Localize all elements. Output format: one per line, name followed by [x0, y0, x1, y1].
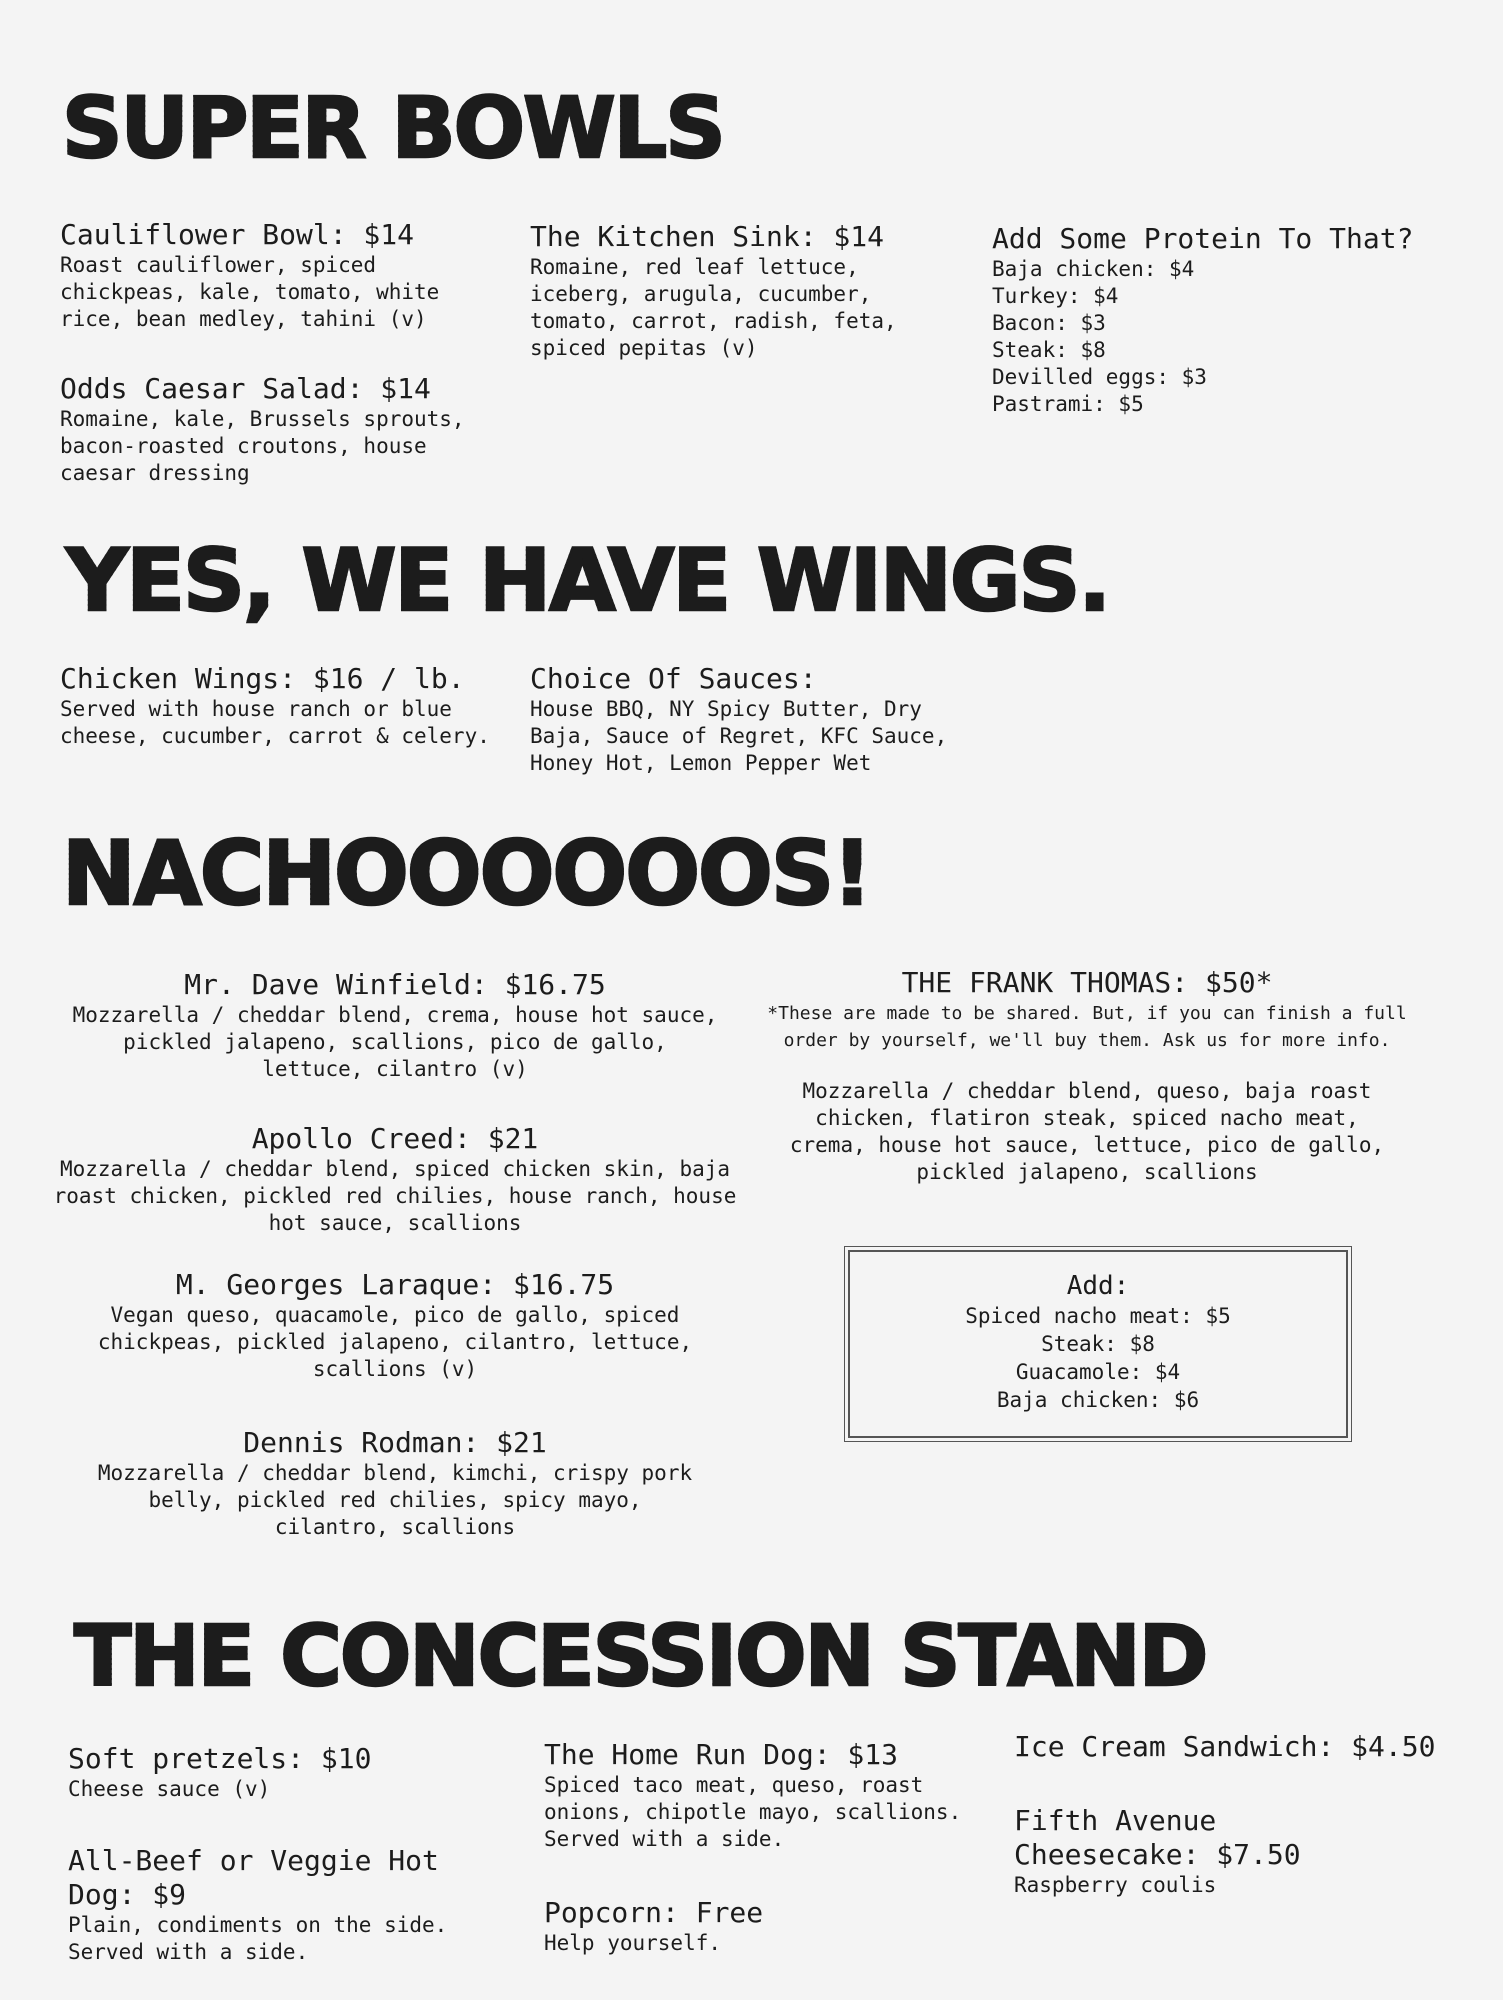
item-name: Choice Of Sauces: — [530, 662, 817, 695]
item-name: Ice Cream Sandwich: $4.50 — [1014, 1730, 1436, 1763]
item-name: Odds Caesar Salad: $14 — [60, 372, 431, 405]
addon-option: Spiced nacho meat: $5 — [965, 1304, 1231, 1328]
item-description: Roast cauliflower, spiced chickpeas, kale, tomato, white rice, bean medley, tahini (v) — [60, 253, 440, 331]
item-description: Plain, condiments on the side. Served with a side. — [68, 1913, 448, 1964]
protein-option: Turkey: $4 — [992, 284, 1119, 308]
item-name: M. Georges Laraque: $16.75 — [175, 1268, 615, 1301]
protein-option: Devilled eggs: $3 — [992, 365, 1207, 389]
item-description: Mozzarella / cheddar blend, crema, house hot sauce, pickled jalapeno, scallions, pico de gallo, lettuce, cilantro (v) — [72, 1003, 718, 1081]
item-name: Apollo Creed: $21 — [251, 1122, 539, 1155]
nachos-heading: NACHOOOOOOS! — [62, 822, 871, 925]
item-name: Fifth Avenue Cheesecake: $7.50 — [1014, 1804, 1301, 1871]
menu-item-odds-caesar-salad — [60, 372, 480, 487]
menu-item-soft-pretzels — [68, 1742, 488, 1803]
item-name: Cauliflower Bowl: $14 — [60, 218, 415, 251]
menu-item-mr-dave-winfield — [50, 968, 740, 1083]
item-description: Romaine, kale, Brussels sprouts, bacon-roasted croutons, house caesar dressing — [60, 407, 465, 485]
menu-item-apollo-creed — [50, 1122, 740, 1237]
item-description: Mozzarella / cheddar blend, kimchi, crispy pork belly, pickled red chilies, spicy mayo, cilantro, scallions — [97, 1461, 693, 1539]
menu-item-dennis-rodman — [50, 1426, 740, 1541]
menu-item-frank-thomas — [752, 966, 1422, 1186]
menu-item-hot-dog — [68, 1844, 488, 1966]
protein-addons-title: Add Some Protein To That? — [992, 222, 1414, 255]
wings-heading: YES, WE HAVE WINGS. — [66, 531, 1110, 631]
challenge-note: *These are made to be shared. But, if you can finish a full order by yourself, we'll buy them. Ask us for more info. — [767, 1003, 1407, 1051]
item-description: House BBQ, NY Spicy Butter, Dry Baja, Sauce of Regret, KFC Sauce, Honey Hot, Lemon Pepper Wet — [530, 697, 948, 775]
item-name: Popcorn: Free — [544, 1896, 764, 1929]
menu-item-home-run-dog — [544, 1738, 974, 1853]
menu-item-kitchen-sink — [530, 220, 900, 362]
item-description: Vegan queso, quacamole, pico de gallo, spiced chickpeas, pickled jalapeno, cilantro, lettuce, scallions (v) — [97, 1303, 693, 1381]
item-name: Mr. Dave Winfield: $16.75 — [184, 968, 606, 1001]
item-name: Soft pretzels: $10 — [68, 1742, 372, 1775]
menu-item-chicken-wings — [60, 662, 500, 750]
addon-option: Steak: $8 — [1041, 1332, 1155, 1356]
protein-addons — [992, 222, 1432, 418]
item-description: Romaine, red leaf lettuce, iceberg, arugula, cucumber, tomato, carrot, radish, feta, spiced pepitas (v) — [530, 255, 897, 360]
item-description: Spiced taco meat, queso, roast onions, chipotle mayo, scallions. Served with a side. — [544, 1773, 962, 1851]
menu-item-m-georges-laraque — [50, 1268, 740, 1383]
item-name: The Home Run Dog: $13 — [544, 1738, 899, 1771]
item-name: Chicken Wings: $16 / lb. — [60, 662, 465, 695]
menu-item-cauliflower-bowl — [60, 218, 480, 333]
item-name: THE FRANK THOMAS: $50* — [901, 966, 1273, 999]
menu-item-cheesecake — [1014, 1804, 1344, 1899]
item-description: Cheese sauce (v) — [68, 1777, 271, 1801]
concession-heading: THE CONCESSION STAND — [74, 1607, 1207, 1705]
item-description: Served with house ranch or blue cheese, cucumber, carrot & celery. — [60, 697, 490, 748]
super-bowls-heading: SUPER BOWLS — [62, 79, 724, 177]
addon-option: Baja chicken: $6 — [996, 1388, 1200, 1412]
menu-item-ice-cream-sandwich — [1014, 1730, 1464, 1764]
item-name: All-Beef or Veggie Hot Dog: $9 — [68, 1844, 439, 1911]
menu-item-popcorn — [544, 1896, 944, 1957]
addons-title: Add: — [1066, 1271, 1130, 1301]
nacho-addons-box — [848, 1250, 1348, 1438]
protein-option: Pastrami: $5 — [992, 392, 1144, 416]
item-name: The Kitchen Sink: $14 — [530, 220, 885, 253]
item-description: Mozzarella / cheddar blend, queso, baja roast chicken, flatiron steak, spiced nacho meat, crema, house hot sauce, lettuce, pico de gallo, pickled jalapeno, scallions — [789, 1079, 1385, 1184]
menu-item-choice-of-sauces — [530, 662, 950, 777]
item-name: Dennis Rodman: $21 — [243, 1426, 547, 1459]
protein-option: Bacon: $3 — [992, 311, 1106, 335]
addon-option: Guacamole: $4 — [1015, 1360, 1181, 1384]
protein-option: Steak: $8 — [992, 338, 1106, 362]
item-description: Mozzarella / cheddar blend, spiced chicken skin, baja roast chicken, pickled red chilies, house ranch, house hot sauce, scallions — [53, 1157, 737, 1235]
protein-option: Baja chicken: $4 — [992, 257, 1195, 281]
item-description: Raspberry coulis — [1014, 1873, 1217, 1897]
item-description: Help yourself. — [544, 1931, 722, 1955]
